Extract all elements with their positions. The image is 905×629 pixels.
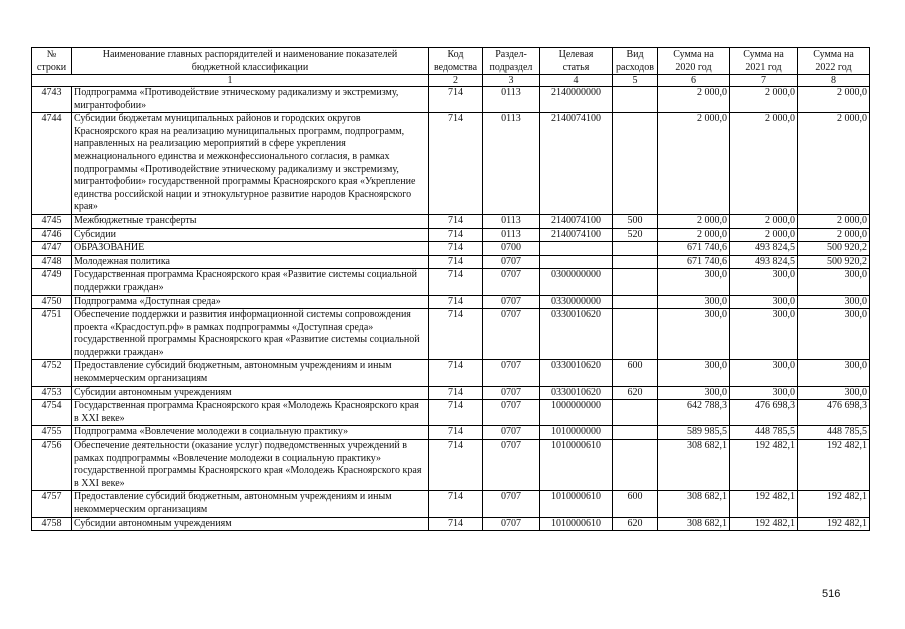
sum-2021: 192 482,1 [730, 491, 798, 517]
expense-type [613, 87, 658, 113]
row-number: 4749 [32, 269, 72, 295]
sum-2021: 493 824,5 [730, 242, 798, 256]
department-code: 714 [429, 517, 483, 531]
header-section: Раздел- подраздел [483, 48, 540, 75]
department-code: 714 [429, 295, 483, 309]
sum-2020: 589 985,5 [658, 426, 730, 440]
sum-2020: 671 740,6 [658, 255, 730, 269]
row-name: ОБРАЗОВАНИЕ [72, 242, 429, 256]
sum-2021: 2 000,0 [730, 214, 798, 228]
sum-2022: 2 000,0 [798, 214, 870, 228]
target-article: 0300000000 [540, 269, 613, 295]
row-name: Предоставление субсидий бюджетным, автономным учреждениям и иным некоммерческим организациям [72, 491, 429, 517]
sum-2022: 500 920,2 [798, 242, 870, 256]
sum-2020: 2 000,0 [658, 228, 730, 242]
section-code: 0113 [483, 113, 540, 215]
row-number: 4743 [32, 87, 72, 113]
section-code: 0707 [483, 309, 540, 360]
sum-2022: 2 000,0 [798, 113, 870, 215]
sum-2020: 642 788,3 [658, 400, 730, 426]
row-number: 4755 [32, 426, 72, 440]
section-code: 0700 [483, 242, 540, 256]
header-department-code: Код ведомства [429, 48, 483, 75]
row-name: Подпрограмма «Доступная среда» [72, 295, 429, 309]
sum-2020: 2 000,0 [658, 113, 730, 215]
column-number: 2 [429, 75, 483, 87]
sum-2020: 308 682,1 [658, 491, 730, 517]
column-number: 6 [658, 75, 730, 87]
target-article: 0330000000 [540, 295, 613, 309]
row-number: 4753 [32, 386, 72, 400]
sum-2021: 476 698,3 [730, 400, 798, 426]
table-row [32, 386, 870, 400]
sum-2020: 300,0 [658, 360, 730, 386]
page-number: 516 [822, 588, 841, 600]
header-row-number: № строки [32, 48, 72, 75]
expense-type [613, 426, 658, 440]
column-number: 4 [540, 75, 613, 87]
department-code: 714 [429, 386, 483, 400]
expense-type [613, 113, 658, 215]
section-code: 0707 [483, 400, 540, 426]
header-sum-2020: Сумма на 2020 год [658, 48, 730, 75]
target-article: 1010000610 [540, 440, 613, 491]
section-code: 0113 [483, 214, 540, 228]
target-article: 1010000610 [540, 491, 613, 517]
department-code: 714 [429, 269, 483, 295]
table-body [32, 87, 870, 531]
target-article: 0330010620 [540, 386, 613, 400]
row-name: Субсидии бюджетам муниципальных районов и городских округов Красноярского края на реализацию муниципальных программ, подпрограмм, направленных на реализацию мероприятий в сфере укрепления межнационального единства и межконфессионального согласия, в рамках подпрограммы «Противодействие этническому радикализму и экстремизму, мигрантофобии» государственной программы Красноярского края «Укрепление единства российской нации и этнокультурное развитие народов Красноярского края» [72, 113, 429, 215]
table-row [32, 255, 870, 269]
row-number: 4744 [32, 113, 72, 215]
header-sum-2021: Сумма на 2021 год [730, 48, 798, 75]
target-article [540, 242, 613, 256]
sum-2022: 192 482,1 [798, 491, 870, 517]
department-code: 714 [429, 113, 483, 215]
table-row [32, 295, 870, 309]
sum-2022: 500 920,2 [798, 255, 870, 269]
target-article: 2140074100 [540, 113, 613, 215]
sum-2021: 300,0 [730, 295, 798, 309]
table-row [32, 360, 870, 386]
department-code: 714 [429, 255, 483, 269]
sum-2020: 308 682,1 [658, 517, 730, 531]
department-code: 714 [429, 309, 483, 360]
section-code: 0113 [483, 87, 540, 113]
section-code: 0707 [483, 269, 540, 295]
budget-table [31, 47, 870, 531]
sum-2020: 2 000,0 [658, 214, 730, 228]
column-number: 5 [613, 75, 658, 87]
header-name: Наименование главных распорядителей и наименование показателей бюджетной классификации [72, 48, 429, 75]
department-code: 714 [429, 228, 483, 242]
row-number: 4758 [32, 517, 72, 531]
table-row [32, 269, 870, 295]
sum-2022: 300,0 [798, 386, 870, 400]
sum-2020: 300,0 [658, 295, 730, 309]
sum-2020: 300,0 [658, 386, 730, 400]
header-sum-2022: Сумма на 2022 год [798, 48, 870, 75]
header-target-article: Целевая статья [540, 48, 613, 75]
table-header-row [32, 48, 870, 75]
column-number: 8 [798, 75, 870, 87]
table-row [32, 426, 870, 440]
sum-2021: 2 000,0 [730, 113, 798, 215]
department-code: 714 [429, 440, 483, 491]
row-name: Подпрограмма «Вовлечение молодежи в социальную практику» [72, 426, 429, 440]
target-article: 2140074100 [540, 228, 613, 242]
department-code: 714 [429, 491, 483, 517]
column-number: 1 [32, 75, 429, 87]
row-name: Обеспечение деятельности (оказание услуг) подведомственных учреждений в рамках подпрограммы «Вовлечение молодежи в социальную практику» государственной программы Красноярского края «Молодежь Красноярского края в XXI веке» [72, 440, 429, 491]
target-article: 0330010620 [540, 360, 613, 386]
row-number: 4750 [32, 295, 72, 309]
expense-type [613, 440, 658, 491]
table-row [32, 214, 870, 228]
target-article: 2140000000 [540, 87, 613, 113]
row-number: 4745 [32, 214, 72, 228]
expense-type: 520 [613, 228, 658, 242]
table-row [32, 228, 870, 242]
row-number: 4757 [32, 491, 72, 517]
target-article: 1000000000 [540, 400, 613, 426]
sum-2021: 300,0 [730, 360, 798, 386]
sum-2022: 300,0 [798, 360, 870, 386]
expense-type [613, 400, 658, 426]
section-code: 0707 [483, 386, 540, 400]
row-name: Молодежная политика [72, 255, 429, 269]
sum-2022: 300,0 [798, 295, 870, 309]
table-row [32, 491, 870, 517]
sum-2022: 192 482,1 [798, 517, 870, 531]
row-number: 4754 [32, 400, 72, 426]
sum-2022: 300,0 [798, 269, 870, 295]
table-row [32, 113, 870, 215]
department-code: 714 [429, 360, 483, 386]
table-row [32, 309, 870, 360]
sum-2021: 192 482,1 [730, 440, 798, 491]
sum-2021: 300,0 [730, 386, 798, 400]
target-article: 1010000000 [540, 426, 613, 440]
sum-2021: 300,0 [730, 309, 798, 360]
row-name: Межбюджетные трансферты [72, 214, 429, 228]
department-code: 714 [429, 87, 483, 113]
row-number: 4751 [32, 309, 72, 360]
sum-2021: 192 482,1 [730, 517, 798, 531]
row-name: Обеспечение поддержки и развития информационной системы сопровождения проекта «Красдоступ.рф» в рамках подпрограммы «Доступная среда» государственной программы Красноярского края «Развитие системы социальной поддержки граждан» [72, 309, 429, 360]
department-code: 714 [429, 214, 483, 228]
row-number: 4746 [32, 228, 72, 242]
section-code: 0707 [483, 255, 540, 269]
sum-2021: 2 000,0 [730, 87, 798, 113]
row-name: Субсидии автономным учреждениям [72, 386, 429, 400]
sum-2021: 2 000,0 [730, 228, 798, 242]
sum-2022: 2 000,0 [798, 87, 870, 113]
section-code: 0707 [483, 517, 540, 531]
sum-2020: 2 000,0 [658, 87, 730, 113]
sum-2020: 308 682,1 [658, 440, 730, 491]
row-name: Предоставление субсидий бюджетным, автономным учреждениям и иным некоммерческим организациям [72, 360, 429, 386]
row-name: Государственная программа Красноярского края «Молодежь Красноярского края в XXI веке» [72, 400, 429, 426]
row-name: Подпрограмма «Противодействие этническому радикализму и экстремизму, мигрантофобии» [72, 87, 429, 113]
target-article: 0330010620 [540, 309, 613, 360]
sum-2022: 300,0 [798, 309, 870, 360]
expense-type: 620 [613, 517, 658, 531]
sum-2020: 671 740,6 [658, 242, 730, 256]
expense-type [613, 295, 658, 309]
header-expense-type: Вид расходов [613, 48, 658, 75]
table-row [32, 400, 870, 426]
expense-type: 600 [613, 491, 658, 517]
expense-type: 600 [613, 360, 658, 386]
row-name: Государственная программа Красноярского края «Развитие системы социальной поддержки граждан» [72, 269, 429, 295]
column-number: 3 [483, 75, 540, 87]
target-article [540, 255, 613, 269]
section-code: 0707 [483, 426, 540, 440]
row-number: 4748 [32, 255, 72, 269]
expense-type [613, 309, 658, 360]
sum-2021: 300,0 [730, 269, 798, 295]
row-name: Субсидии [72, 228, 429, 242]
target-article: 2140074100 [540, 214, 613, 228]
sum-2021: 493 824,5 [730, 255, 798, 269]
table-row [32, 242, 870, 256]
section-code: 0707 [483, 491, 540, 517]
sum-2021: 448 785,5 [730, 426, 798, 440]
sum-2020: 300,0 [658, 269, 730, 295]
section-code: 0707 [483, 440, 540, 491]
expense-type: 500 [613, 214, 658, 228]
section-code: 0113 [483, 228, 540, 242]
sum-2022: 2 000,0 [798, 228, 870, 242]
row-number: 4752 [32, 360, 72, 386]
row-number: 4756 [32, 440, 72, 491]
sum-2022: 192 482,1 [798, 440, 870, 491]
table-row [32, 517, 870, 531]
table-row [32, 440, 870, 491]
target-article: 1010000610 [540, 517, 613, 531]
section-code: 0707 [483, 295, 540, 309]
sum-2022: 448 785,5 [798, 426, 870, 440]
department-code: 714 [429, 400, 483, 426]
sum-2022: 476 698,3 [798, 400, 870, 426]
column-number-row [32, 75, 870, 87]
sum-2020: 300,0 [658, 309, 730, 360]
expense-type: 620 [613, 386, 658, 400]
section-code: 0707 [483, 360, 540, 386]
row-number: 4747 [32, 242, 72, 256]
expense-type [613, 242, 658, 256]
column-number: 7 [730, 75, 798, 87]
table-row [32, 87, 870, 113]
expense-type [613, 269, 658, 295]
department-code: 714 [429, 242, 483, 256]
row-name: Субсидии автономным учреждениям [72, 517, 429, 531]
department-code: 714 [429, 426, 483, 440]
expense-type [613, 255, 658, 269]
